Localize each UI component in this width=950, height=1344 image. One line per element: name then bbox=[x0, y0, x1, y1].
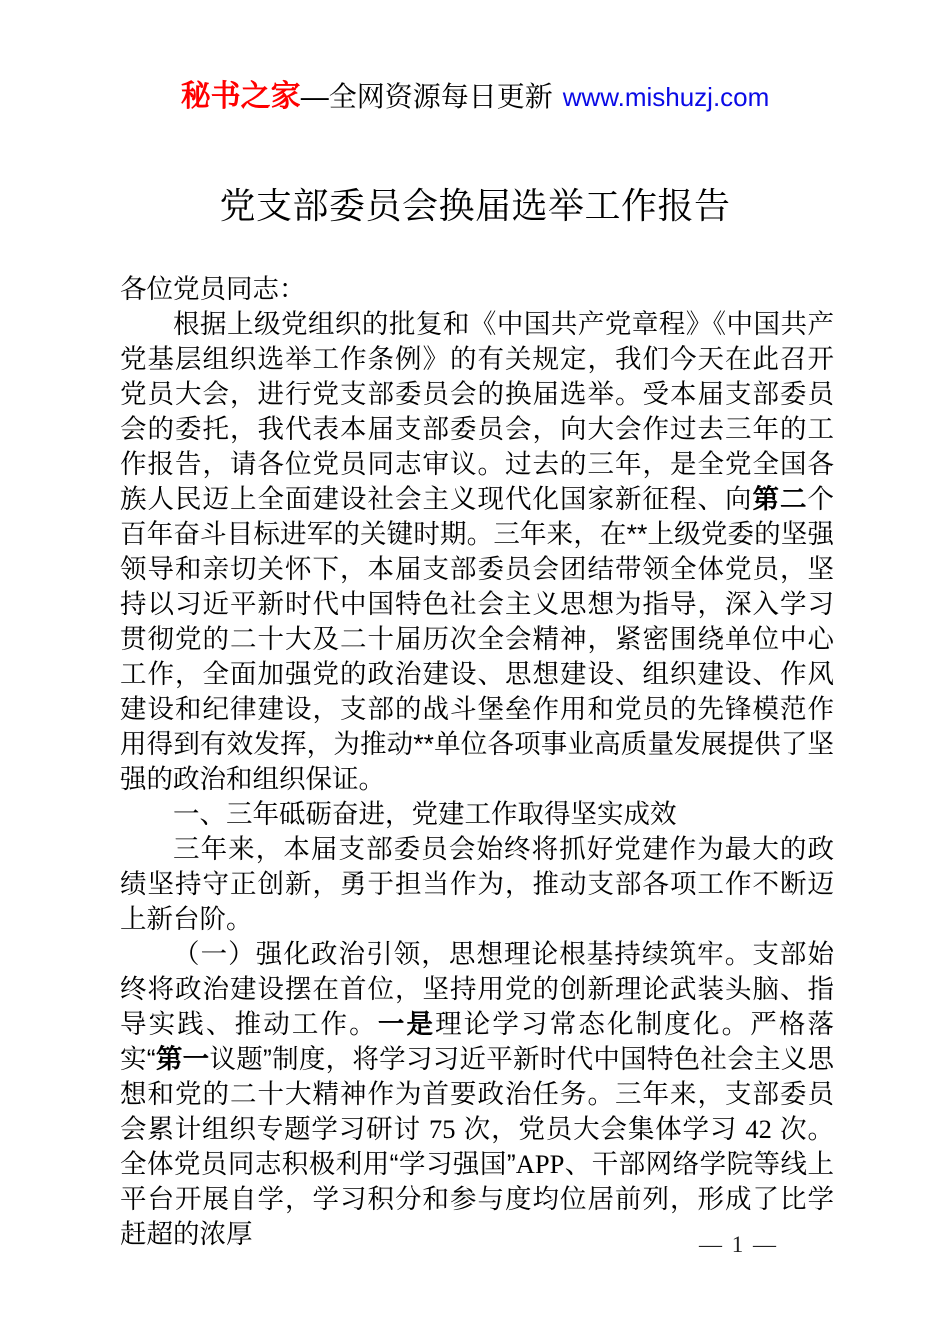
bold-text-run: 第一 bbox=[155, 1044, 210, 1074]
page-title: 党支部委员会换届选举工作报告 bbox=[219, 185, 731, 226]
site-url[interactable]: www.mishuzj.com bbox=[562, 82, 770, 112]
text-run: 一、三年砥砺奋进，党建工作取得坚实成效 bbox=[173, 799, 677, 829]
text-run: 理论学习常态化制度化。严格落实“ bbox=[120, 1009, 835, 1074]
text-run: （一）强化政治引领，思想理论根基持续筑牢。支部始终将政治建设摆在首位，坚持用党的创新理论武装头脑、指导实践、推动工作。 bbox=[120, 939, 834, 1039]
text-run: 议题”制度，将学习习近平新时代中国特色社会主义思想和党的二十大精神作为首要政治任务。三年来，支部委员会累计组织专题学习研讨 bbox=[120, 1044, 835, 1144]
bold-text-run: 一是 bbox=[377, 1009, 436, 1039]
paragraph bbox=[120, 937, 834, 1252]
text-run: 、干部网络学院等线上平台开展自学，学习积分和参与度均位居前列，形成了比学赶超的浓厚 bbox=[120, 1149, 834, 1249]
text-run: 三年来，本届支部委员会始终将抓好党建作为最大的政绩坚持守正创新，勇于担当作为，推动支部各项工作不断迈上新台阶。 bbox=[120, 834, 834, 934]
text-run: 各位党员同志： bbox=[120, 274, 306, 304]
paragraph bbox=[120, 797, 834, 832]
header-dash: — bbox=[300, 81, 329, 112]
bold-text-run: 第二 bbox=[752, 484, 808, 514]
text-run: 次。全体党员同志积极利用“学习强国” bbox=[120, 1114, 834, 1179]
paragraph bbox=[120, 307, 834, 797]
latin-text-run: 42 bbox=[745, 1114, 772, 1144]
text-run: 根据上级党组织的批复和《中国共产党章程》《中国共产党基层组织选举工作条例》的有关规定，我们今天在此召开党员大会，进行党支部委员会的换届选举。受本届支部委员会的委托，我代表本届支部委员会，向大会作过去三年的工作报告，请各位党员同志审议。过去的三年，是全党全国各族人民迈上全面建设社会主义现代化国家新征程、向 bbox=[120, 309, 834, 514]
latin-text-run: APP bbox=[515, 1149, 565, 1179]
latin-text-run: 75 bbox=[429, 1114, 456, 1144]
text-run: 次，党员大会集体学习 bbox=[455, 1114, 746, 1144]
text-run: 个百年奋斗目标进军的关键时期。三年来，在**上级党委的坚强领导和亲切关怀下，本届支部委员会团结带领全体党员，坚持以习近平新时代中国特色社会主义思想为指导，深入学习贯彻党的二十大及二十届历次全会精神，紧密围绕单位中心工作，全面加强党的政治建设、思想建设、组织建设、作风建设和纪律建设，支部的战斗堡垒作用和党员的先锋模范作用得到有效发挥，为推动**单位各项事业高质量发展提供了坚强的政治和组织保证。 bbox=[120, 484, 834, 794]
page-number: — 1 — bbox=[699, 1232, 778, 1257]
site-tagline: 全网资源每日更新 bbox=[328, 81, 553, 112]
paragraph bbox=[120, 832, 834, 937]
site-brand: 秘书之家 bbox=[180, 80, 301, 113]
document-body bbox=[120, 272, 834, 1252]
paragraph bbox=[120, 272, 834, 307]
site-header bbox=[0, 80, 950, 119]
